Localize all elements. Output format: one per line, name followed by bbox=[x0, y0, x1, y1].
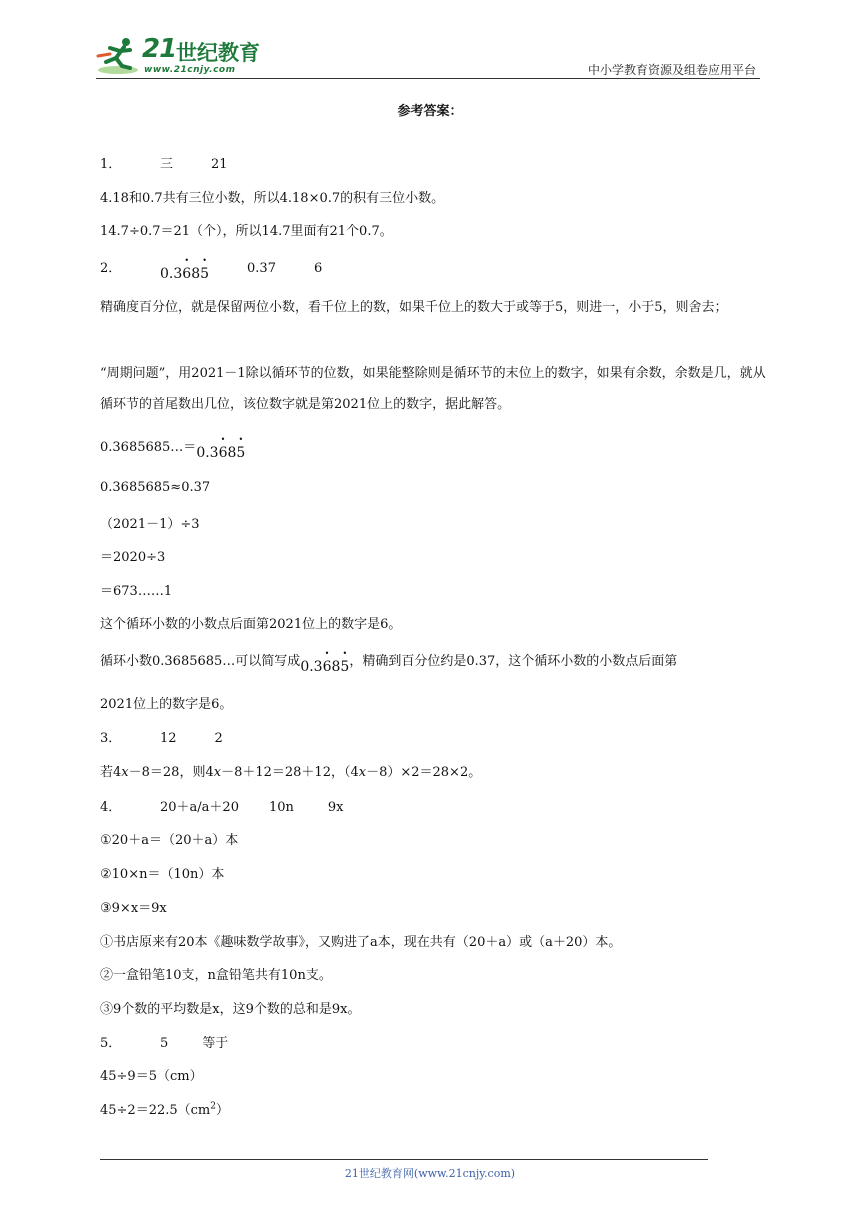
logo-number: 21 bbox=[142, 34, 177, 64]
q3-answer-1: 12 bbox=[160, 731, 177, 746]
q2-calc-2: ＝2020÷3 bbox=[100, 550, 166, 565]
q2-number: 2． bbox=[100, 261, 122, 276]
q1-number: 1． bbox=[100, 157, 122, 172]
q2-answer-1: 0.3• 68• 5 bbox=[160, 266, 209, 282]
q2-period-paragraph: “周期问题”，用2021－1除以循环节的位数，如果能整除则是循环节的末位上的数字，如果有余数，余数是几，就从循环节的首尾数出几位，该位数字就是第2021位上的数字，据此解答。 bbox=[100, 366, 766, 412]
q5-answer-line bbox=[100, 1032, 264, 1051]
repeating-decimal: 0.3• 68• 5 bbox=[300, 659, 349, 675]
header-divider bbox=[96, 78, 760, 79]
q1-answer-1: 三 bbox=[160, 157, 174, 172]
q4-answer-line bbox=[100, 796, 380, 815]
q2-rule-paragraph: 精确度百分位，就是保留两位小数，看千位上的数，如果千位上的数大于或等于5，则进一，小于5，则舍去； bbox=[100, 300, 728, 315]
runner-logo-icon bbox=[96, 36, 142, 76]
site-logo bbox=[96, 34, 266, 78]
q2-answer-line bbox=[100, 257, 358, 282]
q4-step-3: ③9×x＝9x bbox=[100, 901, 167, 916]
q2-summary-line-2: 2021位上的数字是6。 bbox=[100, 697, 233, 712]
q5-calc-1: 45÷9＝5（cm） bbox=[100, 1069, 203, 1084]
q1-answer-2: 21 bbox=[211, 157, 228, 172]
page-header bbox=[96, 34, 760, 80]
q3-answer-2: 2 bbox=[214, 731, 223, 746]
q4-number: 4． bbox=[100, 800, 122, 815]
q1-explanation-2: 14.7÷0.7＝21（个），所以14.7里面有21个0.7。 bbox=[100, 224, 393, 239]
q2-conclusion: 这个循环小数的小数点后面第2021位上的数字是6。 bbox=[100, 617, 402, 632]
platform-name: 中小学教育资源及组卷应用平台 bbox=[587, 63, 756, 77]
q2-equation-1: 0.3685685…＝0.3• 68• 5 bbox=[100, 436, 245, 455]
q3-number: 3． bbox=[100, 731, 122, 746]
q2-equation-2: 0.3685685≈0.37 bbox=[100, 480, 211, 495]
q2-summary-line-1: 循环小数0.3685685…可以简写成0.3• 68• 5，精确到百分位约是0.37，这个循环小数的小数点后面第 bbox=[100, 650, 677, 669]
q1-explanation-1: 4.18和0.7共有三位小数，所以4.18×0.7的积有三位小数。 bbox=[100, 191, 445, 206]
logo-url: www.21cnjy.com bbox=[144, 65, 236, 75]
q4-explain-2: ②一盒铅笔10支，n盒铅笔共有10n支。 bbox=[100, 968, 332, 983]
q4-answer-2: 10n bbox=[268, 800, 294, 815]
repeating-decimal: 0.3• 68• 5 bbox=[196, 445, 245, 461]
q5-number: 5． bbox=[100, 1036, 122, 1051]
q4-explain-3: ③9个数的平均数是x，这9个数的总和是9x。 bbox=[100, 1002, 361, 1017]
q3-explanation: 若4x－8＝28，则4x－8＋12＝28＋12，（4x－8）×2＝28×2。 bbox=[100, 765, 482, 780]
q4-step-1: ①20＋a＝（20＋a）本 bbox=[100, 833, 239, 848]
q2-calc-1: （2021－1）÷3 bbox=[100, 517, 200, 532]
footer-link[interactable]: 21世纪教育网(www.21cnjy.com) bbox=[344, 1167, 516, 1180]
q5-answer-1: 5 bbox=[160, 1036, 169, 1051]
q4-answer-3: 9x bbox=[327, 800, 344, 815]
q2-answer-2: 0.37 bbox=[247, 261, 276, 276]
q4-answer-1: 20＋a/a＋20 bbox=[160, 800, 239, 815]
footer-divider bbox=[100, 1159, 708, 1160]
q5-answer-2: 等于 bbox=[202, 1036, 229, 1051]
page-title: 参考答案： bbox=[397, 104, 463, 119]
q2-calc-3: ＝673……1 bbox=[100, 584, 173, 599]
q5-calc-2: $45\div 2=22.5(cm^2)$ bbox=[100, 1101, 230, 1118]
q3-answer-line bbox=[100, 727, 259, 746]
q4-explain-1: ①书店原来有20本《趣味数学故事》，又购进了a本，现在共有（20＋a）或（a＋20）本。 bbox=[100, 935, 622, 950]
q2-answer-3: 6 bbox=[313, 261, 323, 276]
logo-name: 世纪教育 bbox=[176, 41, 260, 65]
q4-step-2: ②10×n＝（10n）本 bbox=[100, 867, 225, 882]
q1-answer-line bbox=[100, 153, 264, 172]
